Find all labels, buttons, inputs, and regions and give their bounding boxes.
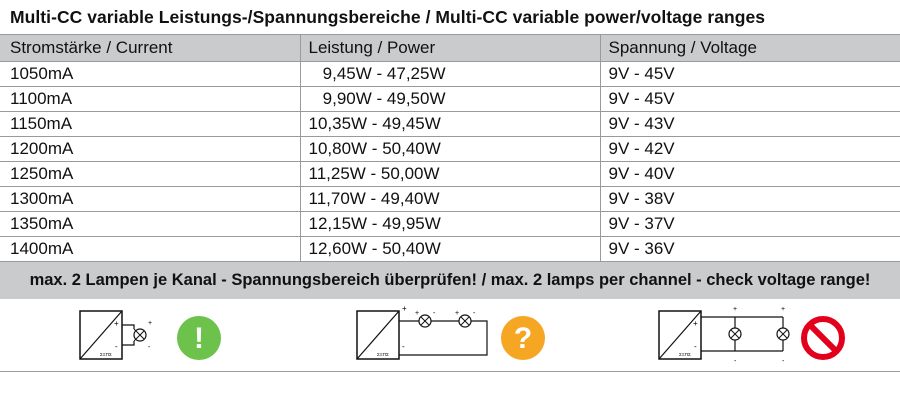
cell-power: 12,60W - 50,40W: [300, 237, 600, 262]
terminal-minus: -: [115, 342, 118, 351]
range-table: [0, 34, 900, 262]
wiring-series-svg: [355, 299, 495, 371]
svg-text:+: +: [455, 310, 460, 317]
cell-power: 10,80W - 50,40W: [300, 137, 600, 162]
svg-text:-: -: [402, 342, 405, 351]
table-row: [0, 87, 900, 112]
cell-voltage: 9V - 45V: [600, 62, 900, 87]
wiring-diagrams: [0, 299, 900, 372]
cell-voltage: 9V - 38V: [600, 187, 900, 212]
cell-current: 1250mA: [0, 162, 300, 187]
driver-label: ΣΞΠΣ: [679, 352, 691, 357]
cell-power: 12,15W - 49,95W: [300, 212, 600, 237]
cell-current: 1150mA: [0, 112, 300, 137]
cell-voltage: 9V - 37V: [600, 212, 900, 237]
table-row: [0, 162, 900, 187]
cell-voltage: 9V - 43V: [600, 112, 900, 137]
check-symbol: ?: [513, 322, 533, 355]
cell-current: 1050mA: [0, 62, 300, 87]
svg-text:-: -: [433, 310, 436, 317]
table-header-row: [0, 35, 900, 62]
cell-current: 1200mA: [0, 137, 300, 162]
svg-text:+: +: [148, 320, 153, 327]
header-voltage: Spannung / Voltage: [600, 35, 900, 62]
warning-note: max. 2 Lampen je Kanal - Spannungsbereich überprüfen! / max. 2 lamps per channel - check voltage range!: [0, 262, 900, 299]
ok-sign: [176, 315, 222, 361]
cell-power: 11,25W - 50,00W: [300, 162, 600, 187]
driver-label: ΣΞΠΣ: [377, 352, 389, 357]
cell-current: 1300mA: [0, 187, 300, 212]
table-row: [0, 137, 900, 162]
table-row: [0, 112, 900, 137]
cell-voltage: 9V - 40V: [600, 162, 900, 187]
diagram-two-lamps-parallel: [657, 299, 797, 371]
cell-voltage: 9V - 45V: [600, 87, 900, 112]
check-sign: [500, 315, 546, 361]
svg-text:+: +: [733, 306, 738, 313]
terminal-plus: +: [114, 319, 119, 328]
table-row: [0, 62, 900, 87]
cell-current: 1100mA: [0, 87, 300, 112]
wiring-one-lamp-svg: [78, 299, 178, 371]
table-row: [0, 187, 900, 212]
wiring-parallel-svg: [657, 299, 797, 371]
cell-voltage: 9V - 36V: [600, 237, 900, 262]
ok-symbol: !: [194, 322, 204, 355]
cell-voltage: 9V - 42V: [600, 137, 900, 162]
svg-text:-: -: [782, 358, 785, 365]
diagram-one-lamp: [78, 299, 178, 371]
cell-power: 10,35W - 49,45W: [300, 112, 600, 137]
cell-power: 11,70W - 49,40W: [300, 187, 600, 212]
forbidden-sign: [800, 315, 846, 361]
svg-text:+: +: [781, 306, 786, 313]
svg-text:-: -: [694, 342, 697, 351]
svg-text:+: +: [402, 304, 407, 313]
cell-power: 9,45W - 47,25W: [300, 62, 600, 87]
header-current: Stromstärke / Current: [0, 35, 300, 62]
cell-power: 9,90W - 49,50W: [300, 87, 600, 112]
driver-label: ΣΞΠΣ: [100, 352, 112, 357]
svg-text:-: -: [148, 344, 151, 351]
header-power: Leistung / Power: [300, 35, 600, 62]
svg-text:-: -: [473, 310, 476, 317]
cell-current: 1400mA: [0, 237, 300, 262]
svg-text:-: -: [734, 358, 737, 365]
svg-text:+: +: [693, 319, 698, 328]
cell-current: 1350mA: [0, 212, 300, 237]
svg-text:+: +: [415, 310, 420, 317]
diagram-two-lamps-series: [355, 299, 495, 371]
document-title: Multi-CC variable Leistungs-/Spannungsbereiche / Multi-CC variable power/voltage ranges: [10, 7, 766, 27]
table-row: [0, 237, 900, 262]
table-row: [0, 212, 900, 237]
